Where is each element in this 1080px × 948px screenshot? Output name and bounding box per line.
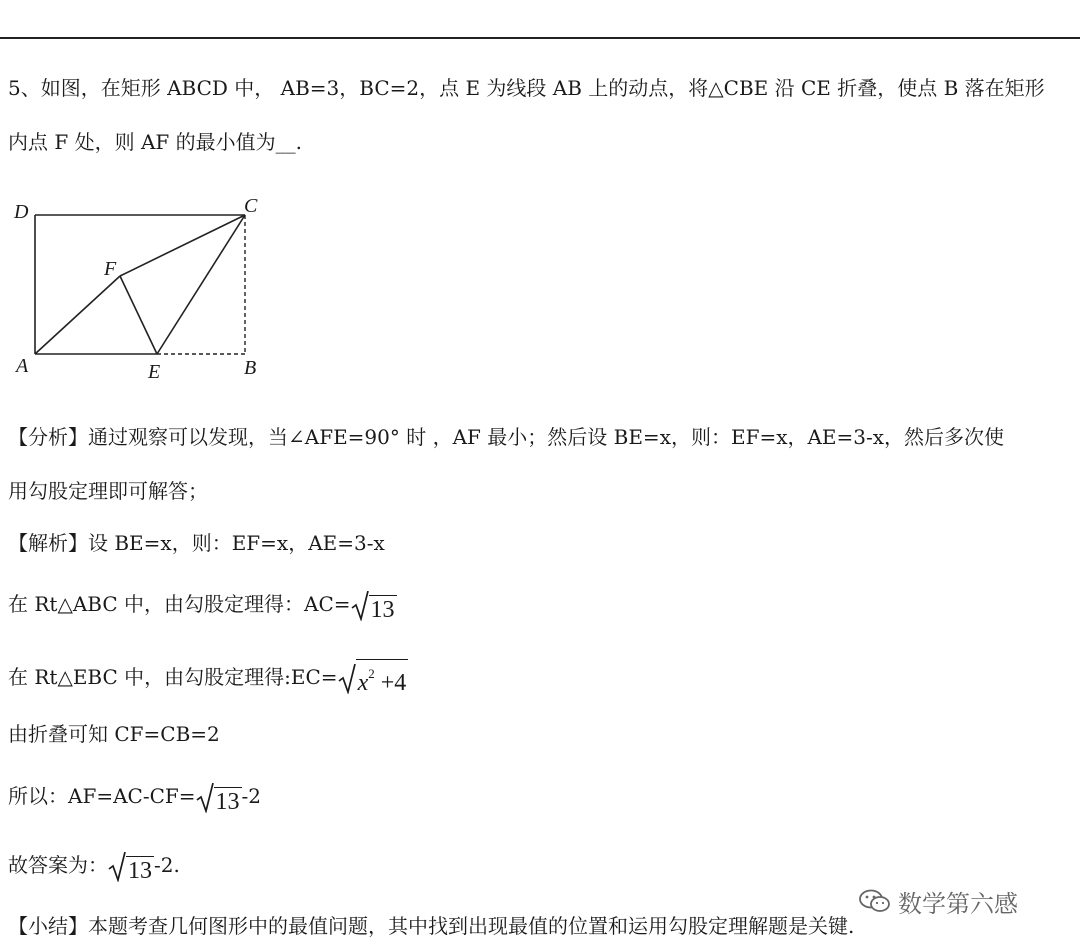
sqrt-13-ac: 13	[351, 591, 397, 623]
segment-af	[35, 276, 120, 354]
label-d: D	[14, 201, 29, 223]
answer-text: 故答案为：	[8, 853, 108, 877]
wechat-icon	[858, 888, 892, 914]
top-divider	[0, 37, 1080, 39]
label-a: A	[16, 355, 29, 377]
watermark-text: 数学第六感	[898, 889, 1018, 918]
solution-line-2-text: 在 Rt△ABC 中，由勾股定理得：AC=	[8, 592, 351, 616]
analysis-line-2: 用勾股定理即可解答；	[8, 479, 208, 503]
solution-line-1: 【解析】设 BE=x，则：EF=x，AE=3-x	[8, 531, 385, 555]
solution-line-3	[8, 659, 408, 696]
radical-sign-icon	[351, 591, 369, 621]
summary-line-1: 【小结】本题考查几何图形中的最值问题，其中找到出现最值的位置和运用勾股定理解题是关键.	[8, 914, 855, 938]
segment-fe	[120, 276, 157, 354]
label-f: F	[104, 258, 117, 280]
problem-line-2: 内点 F 处，则 AF 的最小值为__.	[8, 130, 302, 154]
geometry-diagram	[0, 190, 290, 390]
problem-line-1: 5、如图，在矩形 ABCD 中， AB=3，BC=2，点 E 为线段 AB 上的动点，将△CBE 沿 CE 折叠，使点 B 落在矩形	[8, 76, 1045, 100]
solution-line-5-text: 所以：AF=AC-CF=	[8, 784, 196, 808]
solution-line-3-text: 在 Rt△EBC 中，由勾股定理得:EC=	[8, 665, 338, 689]
sqrt-x2-plus-4: $x^2 +4$	[338, 659, 409, 696]
sqrt-13-af: 13	[196, 783, 242, 815]
label-c: C	[244, 195, 258, 217]
answer-suffix: -2.	[154, 853, 180, 877]
analysis-line-1: 【分析】通过观察可以发现，当∠AFE=90° 时 ，AF 最小；然后设 BE=x，则：EF=x，AE=3-x，然后多次使	[8, 425, 1005, 449]
solution-line-5-suffix: -2	[241, 784, 262, 808]
solution-line-2	[8, 591, 397, 623]
radical-sign-icon	[108, 852, 126, 882]
solution-line-5	[8, 783, 261, 815]
label-e: E	[148, 361, 161, 383]
watermark	[858, 884, 1018, 918]
sqrt-13-answer: 13	[108, 852, 154, 884]
solution-line-4: 由折叠可知 CF=CB=2	[8, 722, 220, 746]
solution-line-6	[8, 852, 180, 884]
radical-sign-icon	[196, 783, 214, 813]
radical-sign-icon	[338, 664, 356, 694]
label-b: B	[244, 357, 257, 379]
